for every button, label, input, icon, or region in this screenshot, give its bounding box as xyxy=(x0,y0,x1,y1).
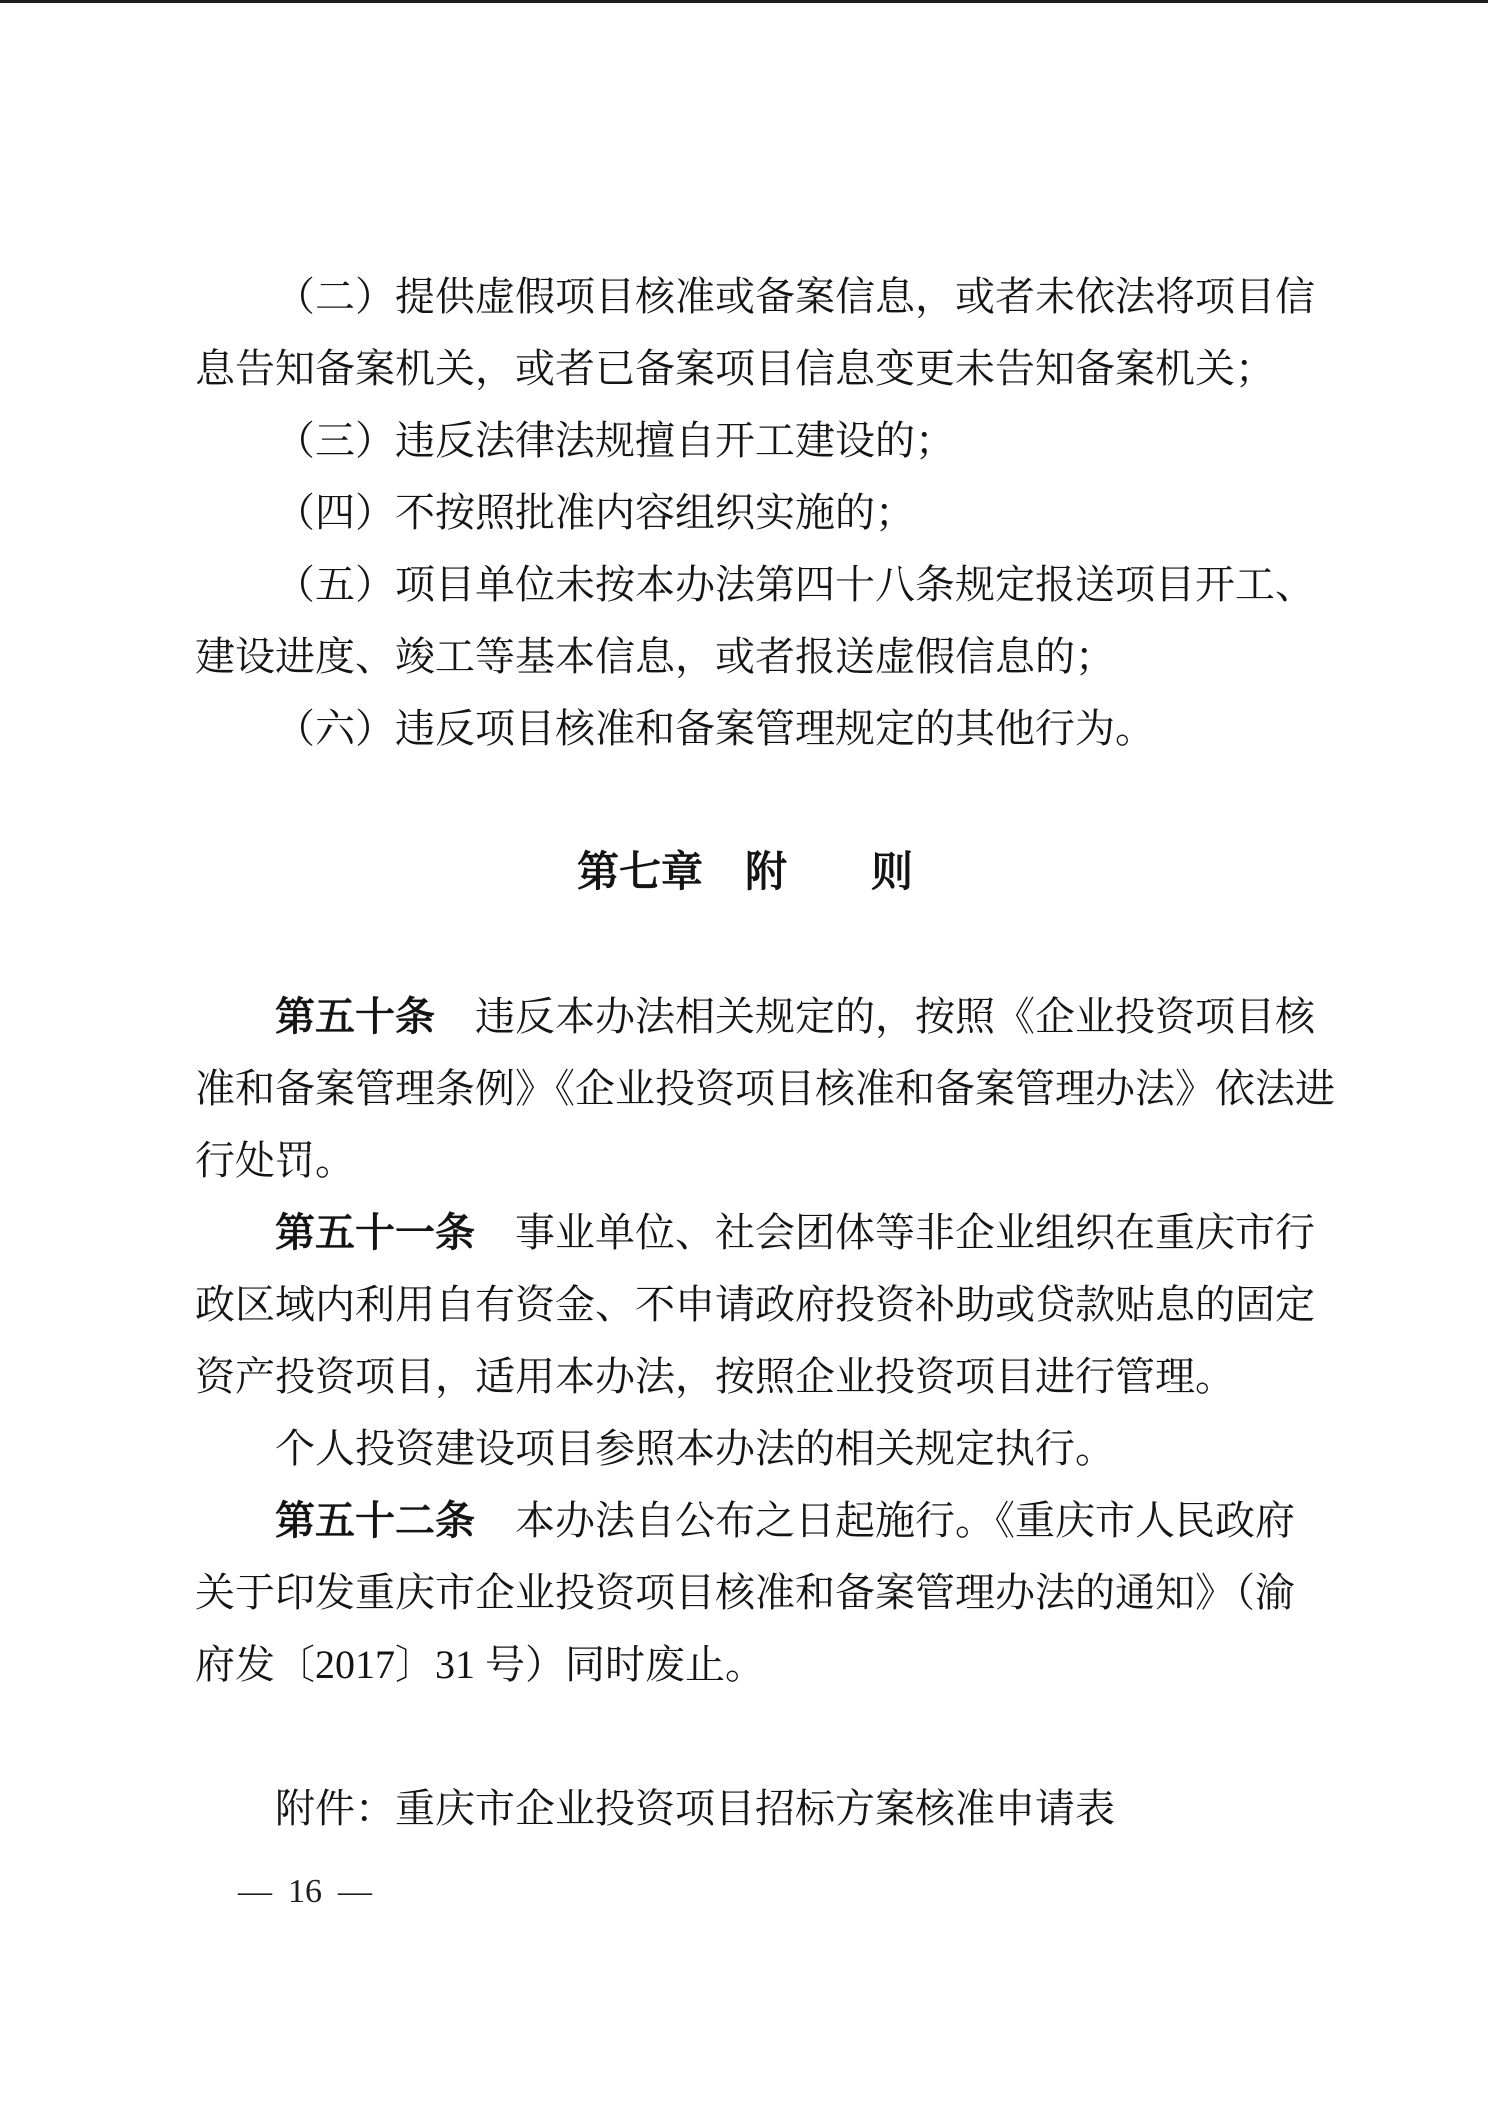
clause-2-line-1 xyxy=(195,261,1315,333)
line-text: 违反本办法相关规定的，按照《企业投资项目核 xyxy=(475,994,1315,1039)
page-number xyxy=(238,1872,372,1912)
article-52-line-1 xyxy=(195,1485,1295,1557)
article-50-line-2 xyxy=(195,1053,1335,1125)
line-text: 附件：重庆市企业投资项目招标方案核准申请表 xyxy=(275,1786,1115,1831)
article-50-number: 第五十条 xyxy=(275,994,435,1039)
blank-line xyxy=(195,909,1295,981)
line-text: 关于印发重庆市企业投资项目核准和备案管理办法的通知》（渝 xyxy=(195,1570,1295,1615)
line-text: 个人投资建设项目参照本办法的相关规定执行。 xyxy=(275,1426,1115,1471)
line-text: 建设进度、竣工等基本信息，或者报送虚假信息的； xyxy=(195,634,1115,679)
article-51-line-3 xyxy=(195,1341,1295,1413)
line-text: 本办法自公布之日起施行。《重庆市人民政府 xyxy=(515,1498,1295,1543)
line-text: 准和备案管理条例》《企业投资项目核准和备案管理办法》依法进 xyxy=(195,1066,1335,1111)
clause-3-line xyxy=(195,405,1295,477)
line-text: 府发〔2017〕31 号）同时废止。 xyxy=(195,1642,765,1687)
article-50-line-1 xyxy=(195,981,1315,1053)
heading-word-1: 附 xyxy=(744,850,787,896)
line-text: 息告知备案机关，或者已备案项目信息变更未告知备案机关； xyxy=(195,346,1275,391)
article-51-number: 第五十一条 xyxy=(275,1210,475,1255)
clause-5-line-1 xyxy=(195,549,1315,621)
page-number-value: 16 xyxy=(288,1873,322,1910)
line-text: （六）违反项目核准和备案管理规定的其他行为。 xyxy=(275,706,1155,751)
article-52-number: 第五十二条 xyxy=(275,1498,475,1543)
article-51-line-2 xyxy=(195,1269,1315,1341)
line-text: （五）项目单位未按本办法第四十八条规定报送项目开工、 xyxy=(275,562,1315,607)
scan-artifact-top-edge xyxy=(0,0,1488,3)
line-text: （二）提供虚假项目核准或备案信息，或者未依法将项目信 xyxy=(275,274,1315,319)
page-number-dash-right: — xyxy=(338,1873,372,1910)
line-text: 资产投资项目，适用本办法，按照企业投资项目进行管理。 xyxy=(195,1354,1235,1399)
line-text: 行处罚。 xyxy=(195,1138,355,1183)
article-52-line-2 xyxy=(195,1557,1295,1629)
article-52-line-3 xyxy=(195,1629,1295,1701)
chapter-number: 第七章 xyxy=(576,850,703,896)
page-number-dash-left: — xyxy=(238,1873,272,1910)
chapter-7-heading xyxy=(195,837,1295,909)
document-body xyxy=(195,261,1335,1845)
clause-5-line-2 xyxy=(195,621,1295,693)
article-50-line-3 xyxy=(195,1125,1295,1197)
article-51-line-1 xyxy=(195,1197,1315,1269)
article-51-para-2-line xyxy=(195,1413,1295,1485)
line-text: （三）违反法律法规擅自开工建设的； xyxy=(275,418,955,463)
heading-word-2: 则 xyxy=(871,850,914,896)
line-text: 政区域内利用自有资金、不申请政府投资补助或贷款贴息的固定 xyxy=(195,1282,1315,1327)
clause-4-line xyxy=(195,477,1295,549)
blank-line xyxy=(195,765,1295,837)
attachment-line xyxy=(195,1773,1295,1845)
blank-line xyxy=(195,1701,1295,1773)
clause-2-line-2 xyxy=(195,333,1295,405)
line-text: 事业单位、社会团体等非企业组织在重庆市行 xyxy=(515,1210,1315,1255)
clause-6-line xyxy=(195,693,1295,765)
line-text: （四）不按照批准内容组织实施的； xyxy=(275,490,915,535)
